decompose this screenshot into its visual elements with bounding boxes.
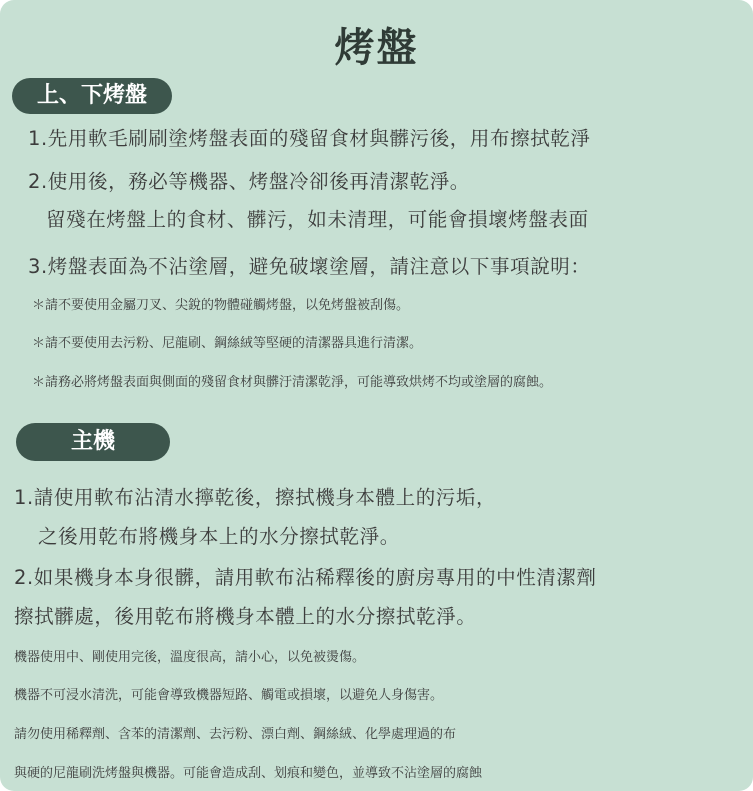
caution-note: 請勿使用稀釋劑、含苯的清潔劑、去污粉、漂白劑、鋼絲絨、化學處理過的布 (14, 727, 457, 742)
instruction-line: 2.如果機身本身很髒，請用軟布沾稀釋後的廚房專用的中性清潔劑 (14, 566, 597, 589)
instruction-line: 之後用乾布將機身本上的水分擦拭乾淨。 (38, 525, 400, 548)
caution-note: 機器不可浸水清洗，可能會導致機器短路、觸電或損壞，以避免人身傷害。 (14, 688, 444, 703)
caution-note: ＊請務必將烤盤表面與側面的殘留食材與髒汙清潔乾淨，可能導致烘烤不均或塗層的腐蝕。 (32, 375, 553, 390)
instruction-line: 2.使用後，務必等機器、烤盤冷卻後再清潔乾淨。 (28, 170, 470, 193)
instruction-line: 1.請使用軟布沾清水擰乾後，擦拭機身本體上的污垢， (14, 486, 497, 509)
section-heading-baking-plates: 上、下烤盤 (12, 78, 172, 114)
instruction-line: 擦拭髒處，後用乾布將機身本體上的水分擦拭乾淨。 (14, 605, 477, 628)
section-heading-main-unit: 主機 (16, 423, 170, 461)
caution-note: 機器使用中、剛使用完後，溫度很高，請小心，以免被燙傷。 (14, 650, 366, 665)
instruction-line: 留殘在烤盤上的食材、髒污，如未清理，可能會損壞烤盤表面 (46, 208, 589, 231)
caution-note: ＊請不要使用金屬刀叉、尖銳的物體碰觸烤盤，以免烤盤被刮傷。 (32, 298, 410, 313)
caution-note: 與硬的尼龍刷洗烤盤與機器。可能會造成刮、划痕和變色，並導致不沾塗層的腐蝕 (14, 766, 483, 781)
caution-note: ＊請不要使用去污粉、尼龍刷、鋼絲絨等堅硬的清潔器具進行清潔。 (32, 336, 423, 351)
instruction-line: 1.先用軟毛刷刷塗烤盤表面的殘留食材與髒污後，用布擦拭乾淨 (28, 127, 591, 150)
instruction-line: 3.烤盤表面為不沾塗層，避免破壞塗層，請注意以下事項說明： (28, 255, 591, 278)
page-title: 烤盤 (334, 25, 419, 71)
